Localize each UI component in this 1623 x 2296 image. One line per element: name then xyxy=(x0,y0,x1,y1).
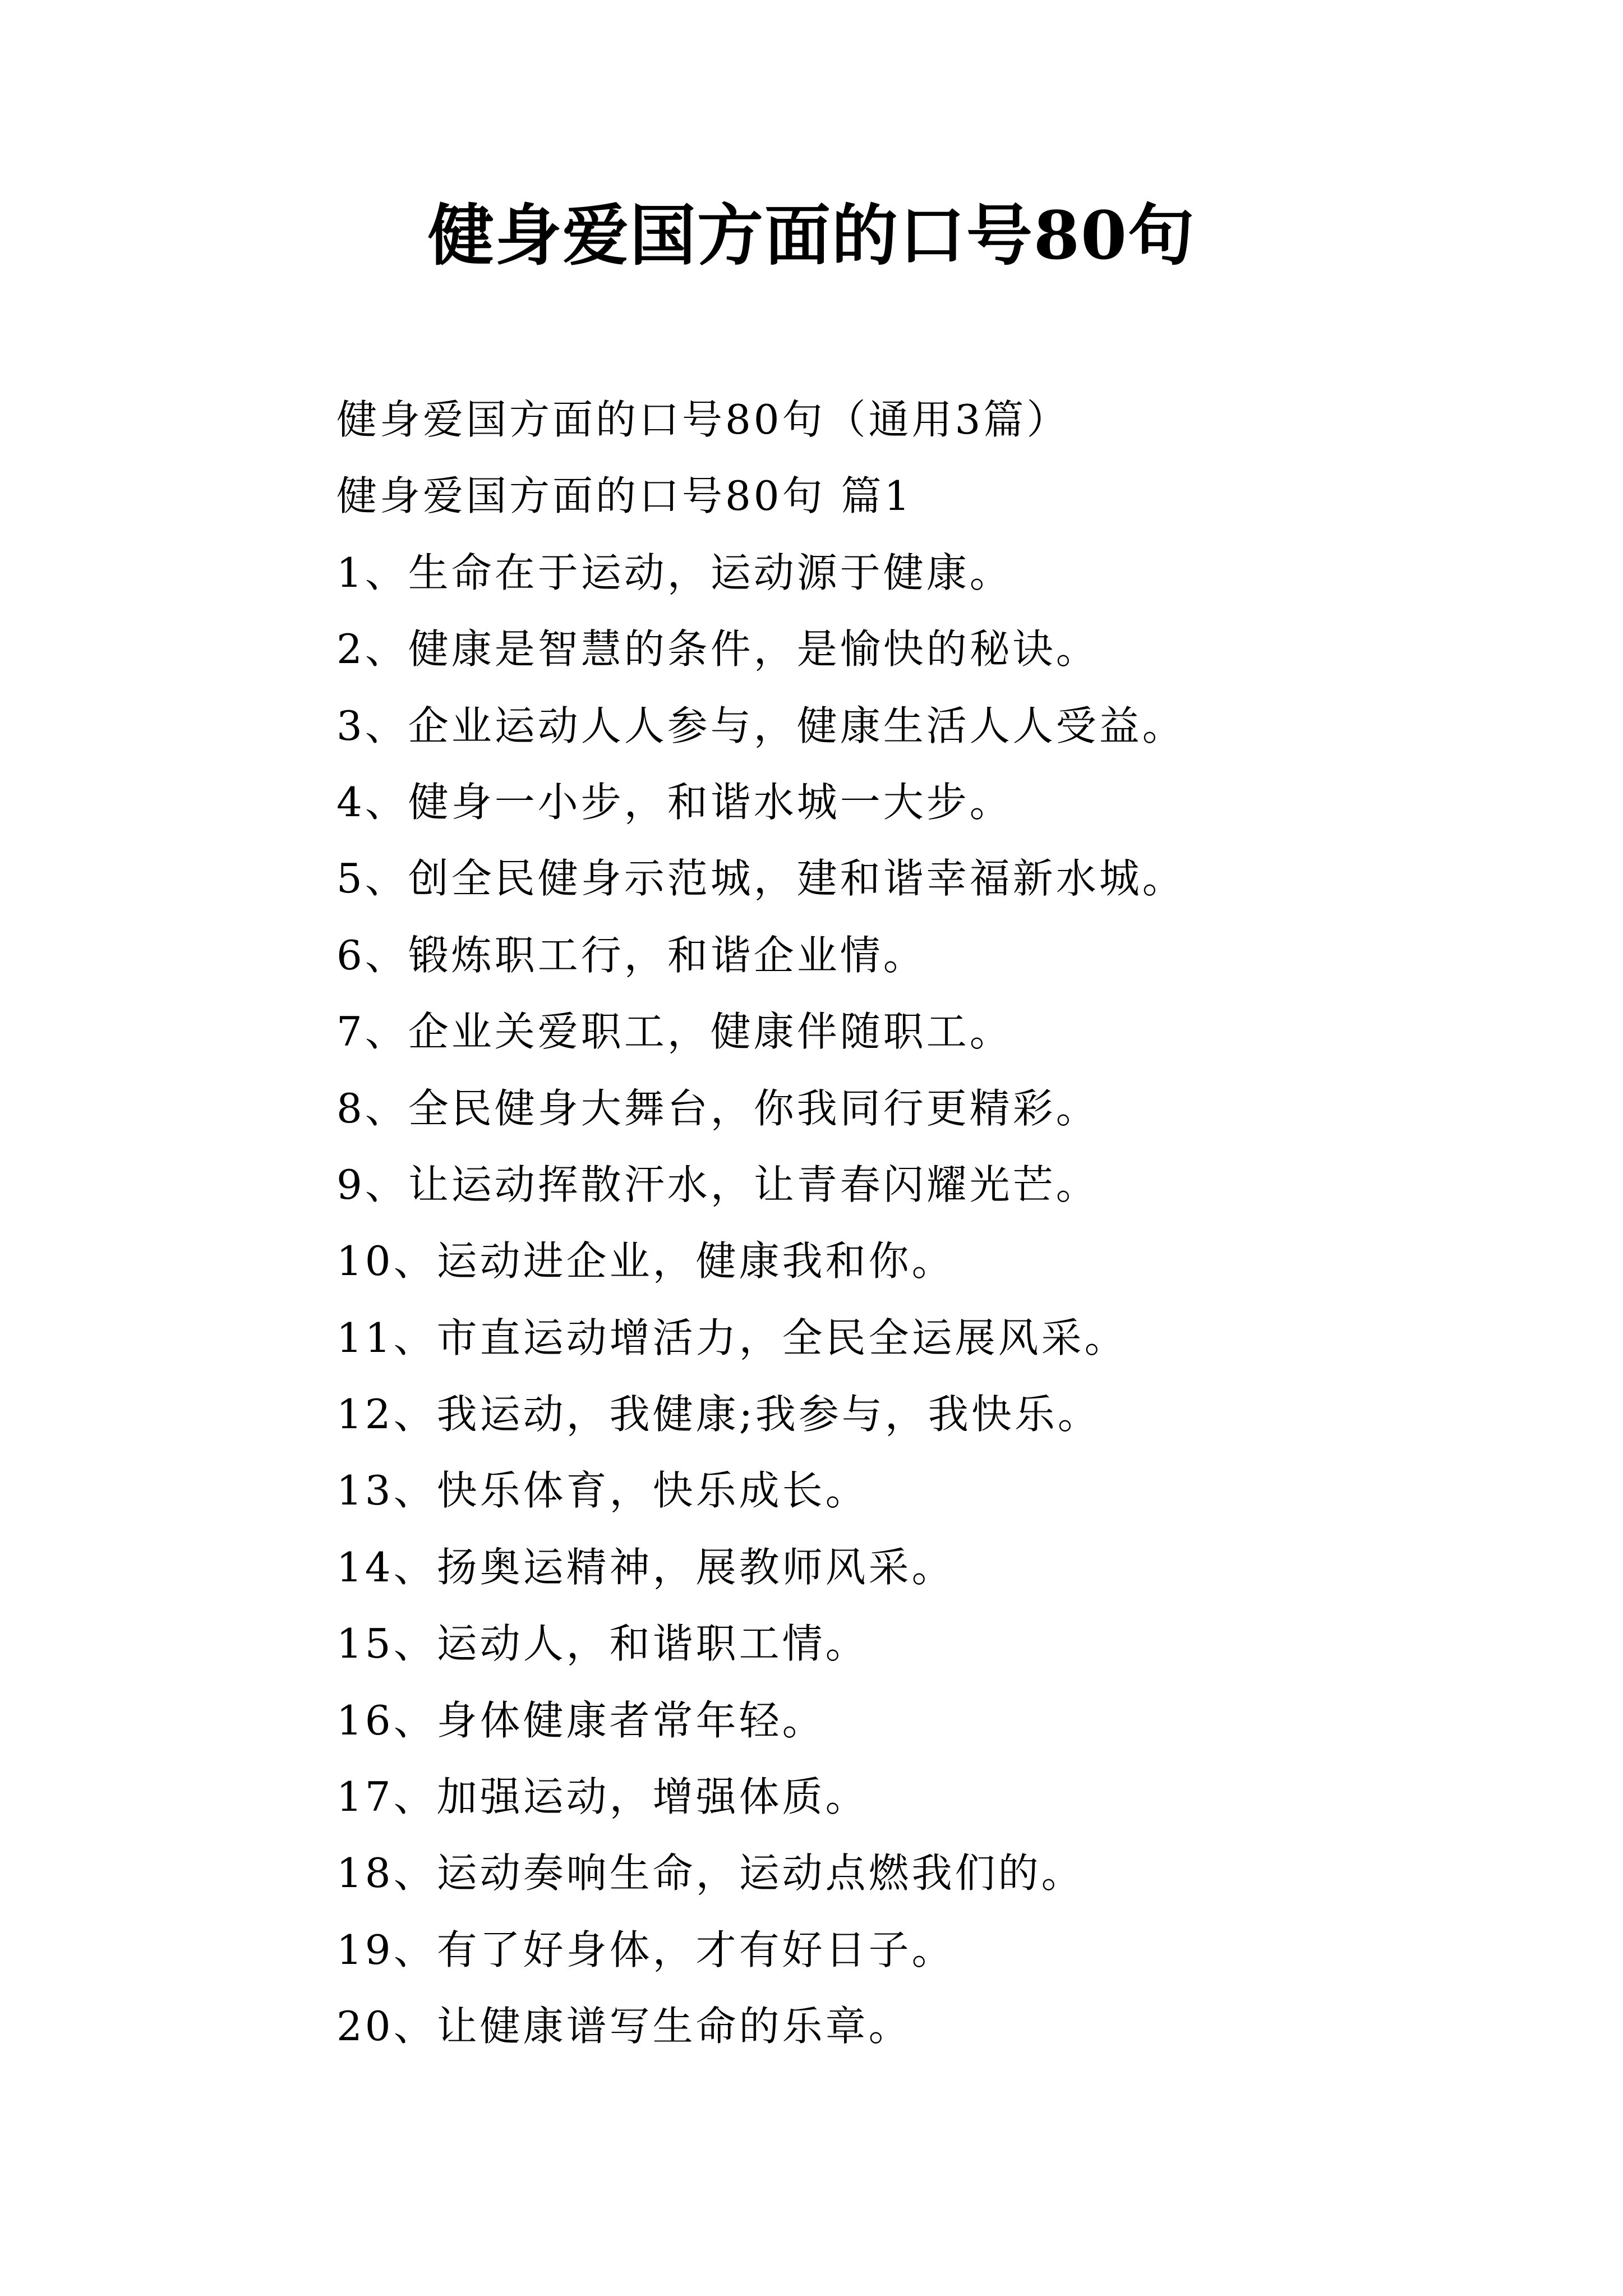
slogan-item: 19、有了好身体，才有好日子。 xyxy=(336,1926,955,1973)
slogan-item: 12、我运动，我健康;我参与，我快乐。 xyxy=(336,1391,1101,1438)
slogan-item: 18、运动奏响生命，运动点燃我们的。 xyxy=(336,1849,1085,1897)
slogan-item: 8、全民健身大舞台，你我同行更精彩。 xyxy=(336,1084,1099,1132)
slogan-item: 1、生命在于运动，运动源于健康。 xyxy=(336,549,1013,596)
slogan-item: 16、身体健康者常年轻。 xyxy=(336,1696,826,1744)
slogan-item: 6、锻炼职工行，和谐企业情。 xyxy=(336,931,926,979)
slogan-item: 13、快乐体育，快乐成长。 xyxy=(336,1467,869,1515)
slogan-item: 10、运动进企业，健康我和你。 xyxy=(336,1237,955,1285)
slogan-item: 20、让健康谱写生命的乐章。 xyxy=(336,2003,912,2050)
slogan-item: 7、企业关爱职工，健康伴随职工。 xyxy=(336,1008,1013,1056)
slogan-item: 15、运动人，和谐职工情。 xyxy=(336,1620,869,1668)
document-body xyxy=(336,381,1514,2065)
document-subtitle: 健身爱国方面的口号80句（通用3篇） xyxy=(336,396,1070,443)
slogan-item: 17、加强运动，增强体质。 xyxy=(336,1773,869,1821)
slogan-item: 4、健身一小步，和谐水城一大步。 xyxy=(336,778,1013,826)
section-heading: 健身爱国方面的口号80句 篇1 xyxy=(336,472,913,520)
slogan-item: 11、市直运动增活力，全民全运展风采。 xyxy=(336,1314,1128,1361)
slogan-item: 14、扬奥运精神，展教师风采。 xyxy=(336,1543,955,1591)
slogan-item: 2、健康是智慧的条件，是愉快的秘诀。 xyxy=(336,625,1099,673)
slogan-item: 5、创全民健身示范城，建和谐幸福新水城。 xyxy=(336,855,1186,903)
slogan-item: 9、让运动挥散汗水，让青春闪耀光芒。 xyxy=(336,1161,1099,1208)
slogan-item: 3、企业运动人人参与，健康生活人人受益。 xyxy=(336,702,1186,749)
document-title: 健身爱国方面的口号80句 xyxy=(427,196,1196,274)
